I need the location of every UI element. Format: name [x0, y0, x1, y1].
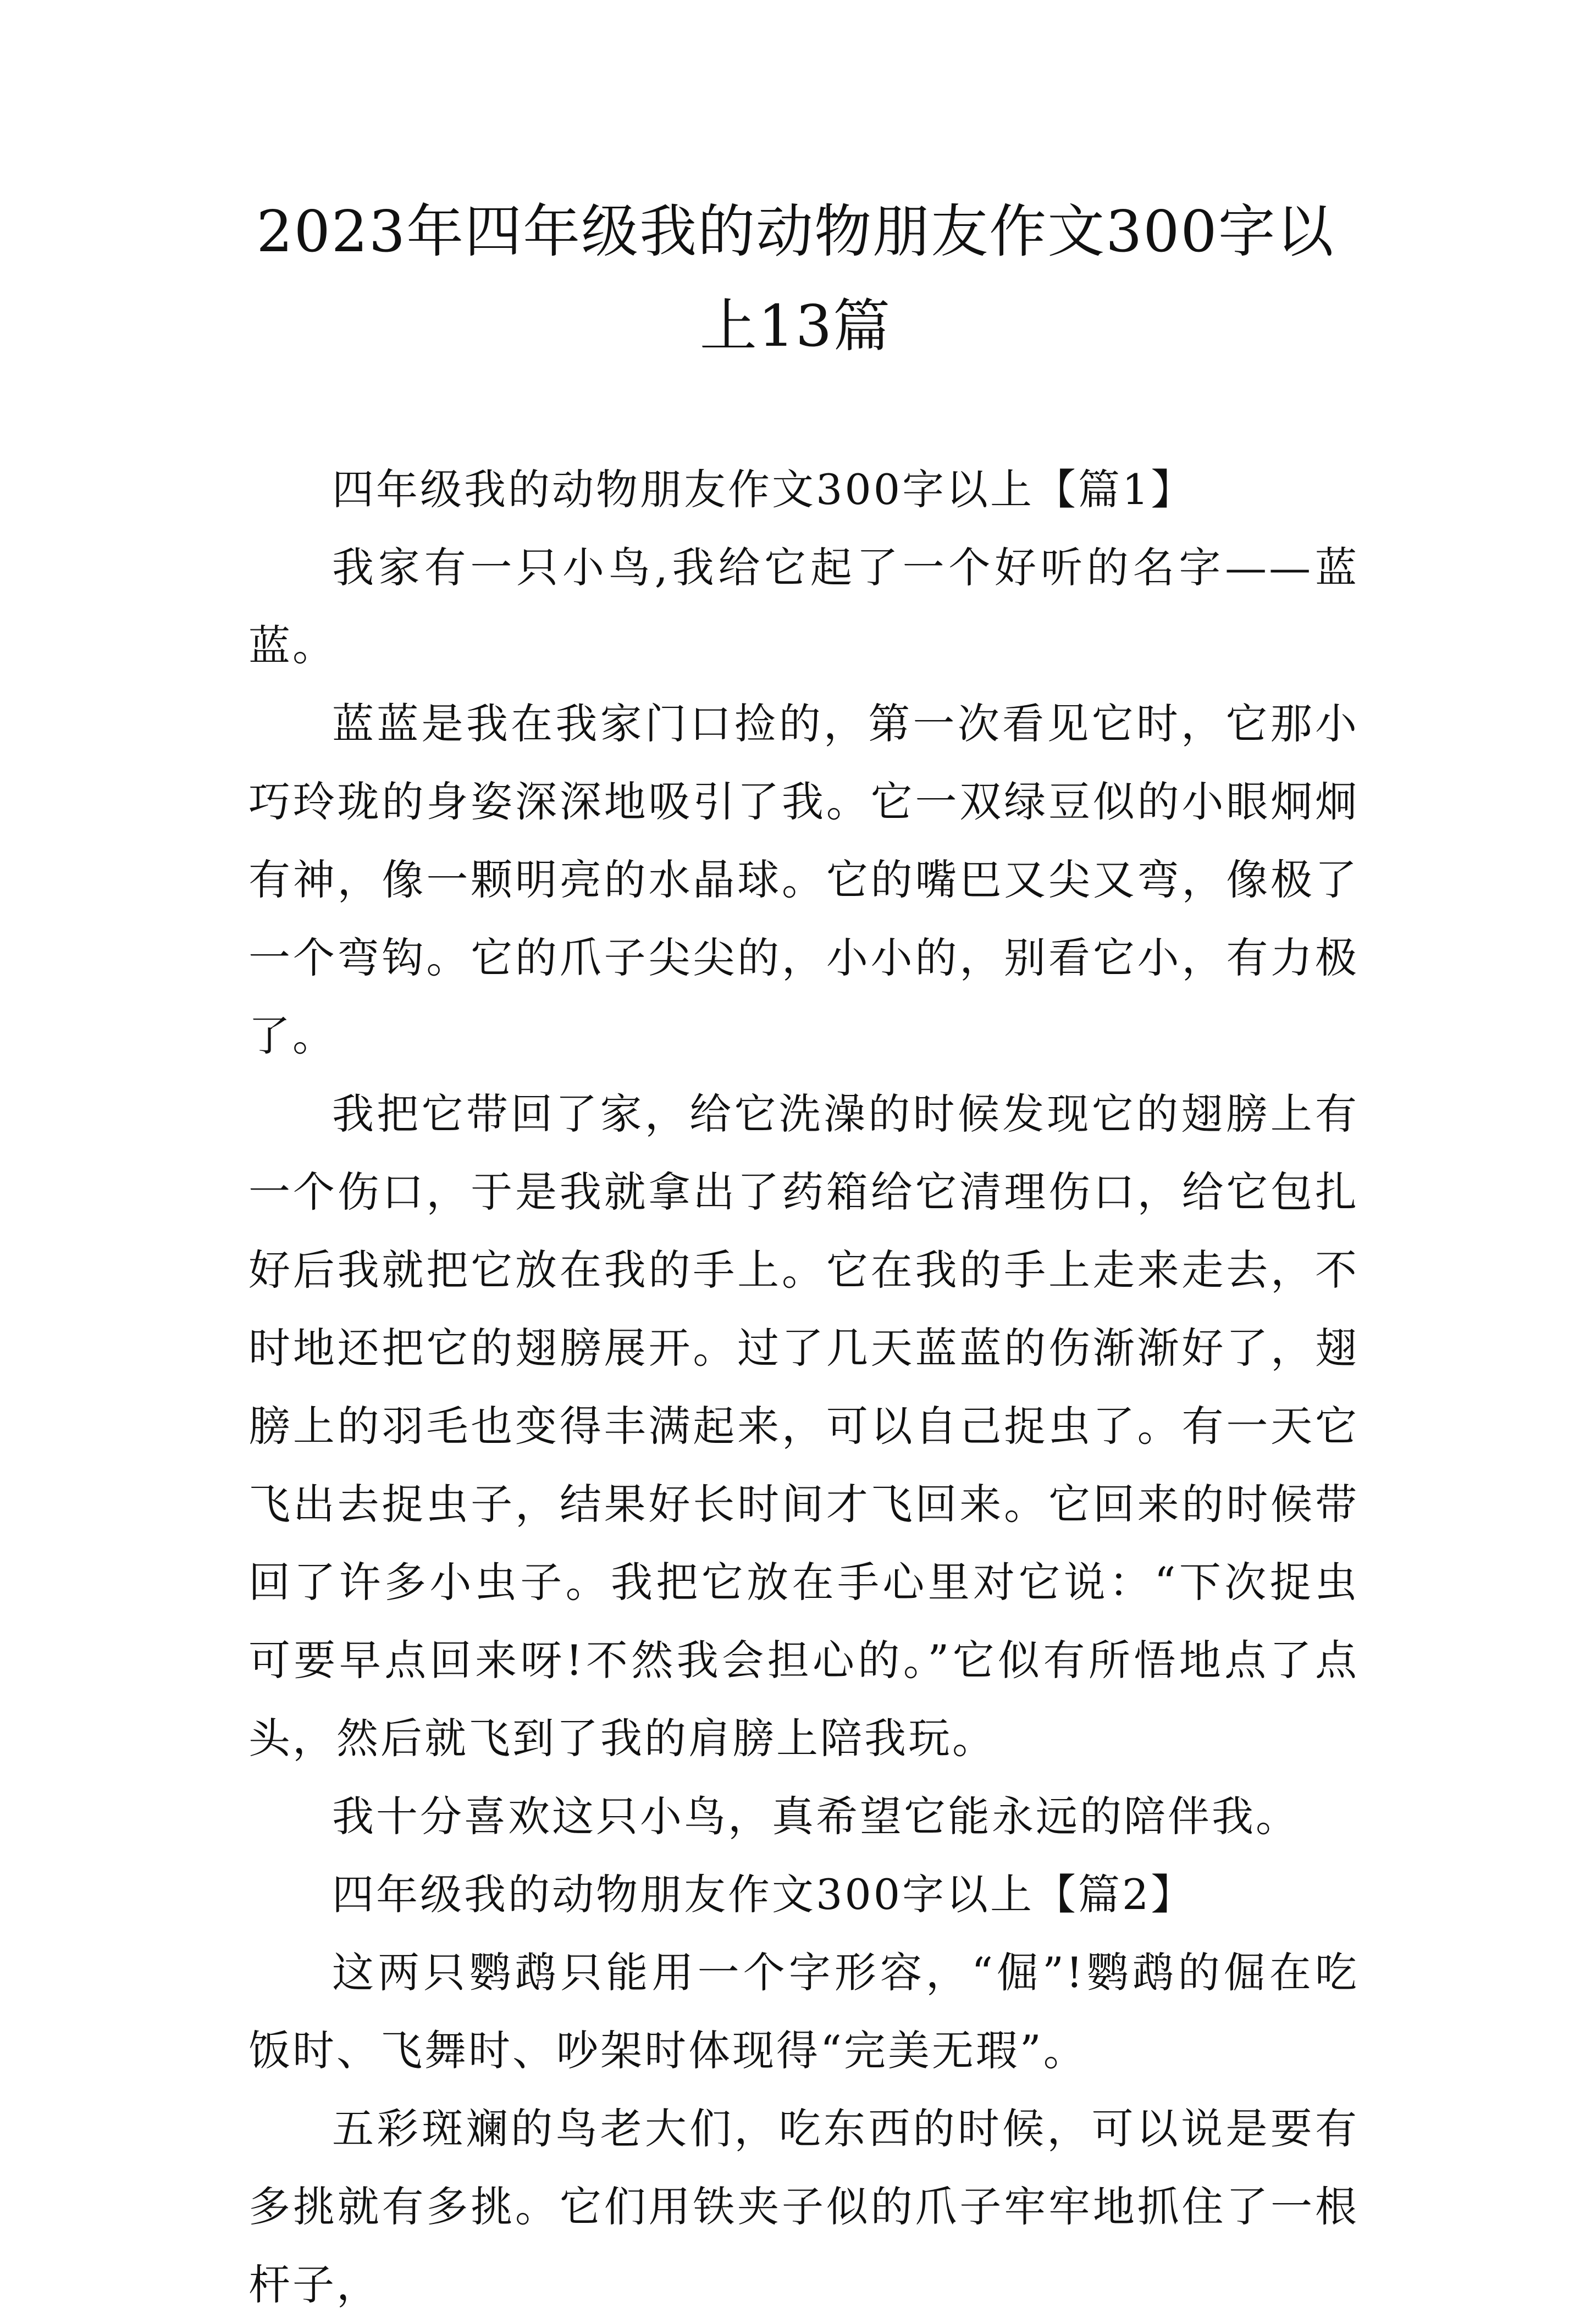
- title-line-1: 2023年四年级我的动物朋友作文300字以: [256, 198, 1335, 265]
- section-heading-2: 四年级我的动物朋友作文300字以上【篇2】: [332, 1870, 1195, 1919]
- paragraph: 蓝蓝是我在我家门口捡的，第一次看见它时，它那小巧玲珑的身姿深深地吸引了我。它一双绿豆似的小眼炯炯有神，像一颗明亮的水晶球。它的嘴巴又尖又弯，像极了一个弯钩。它的爪子尖尖的，小小的，别看它小，有力极了。: [248, 699, 1359, 1060]
- paragraph: 五彩斑斓的鸟老大们，吃东西的时候，可以说是要有多挑就有多挑。它们用铁夹子似的爪子牢牢地抓住了一根杆子，: [248, 2104, 1359, 2309]
- paragraph: 我家有一只小鸟,我给它起了一个好听的名字——蓝蓝。: [248, 543, 1359, 670]
- paragraph: 我十分喜欢这只小鸟，真希望它能永远的陪伴我。: [332, 1792, 1300, 1841]
- paragraph: 我把它带回了家，给它洗澡的时候发现它的翅膀上有一个伤口，于是我就拿出了药箱给它清理伤口，给它包扎好后我就把它放在我的手上。它在我的手上走来走去，不时地还把它的翅膀展开。过了几天蓝蓝的伤渐渐好了，翅膀上的羽毛也变得丰满起来，可以自己捉虫了。有一天它飞出去捉虫子，结果好长时间才飞回来。它回来的时候带回了许多小虫子。我把它放在手心里对它说：“下次捉虫可要早点回来呀!不然我会担心的。”它似有所悟地点了点头，然后就飞到了我的肩膀上陪我玩。: [248, 1089, 1359, 1763]
- section-heading-1: 四年级我的动物朋友作文300字以上【篇1】: [332, 465, 1195, 514]
- title-line-2: 上13篇: [699, 292, 892, 359]
- document-title: [209, 184, 1382, 373]
- document-body: [248, 451, 1359, 2324]
- paragraph: 这两只鹦鹉只能用一个字形容，“倔”!鹦鹉的倔在吃饭时、飞舞时、吵架时体现得“完美无瑕”。: [248, 1948, 1359, 2075]
